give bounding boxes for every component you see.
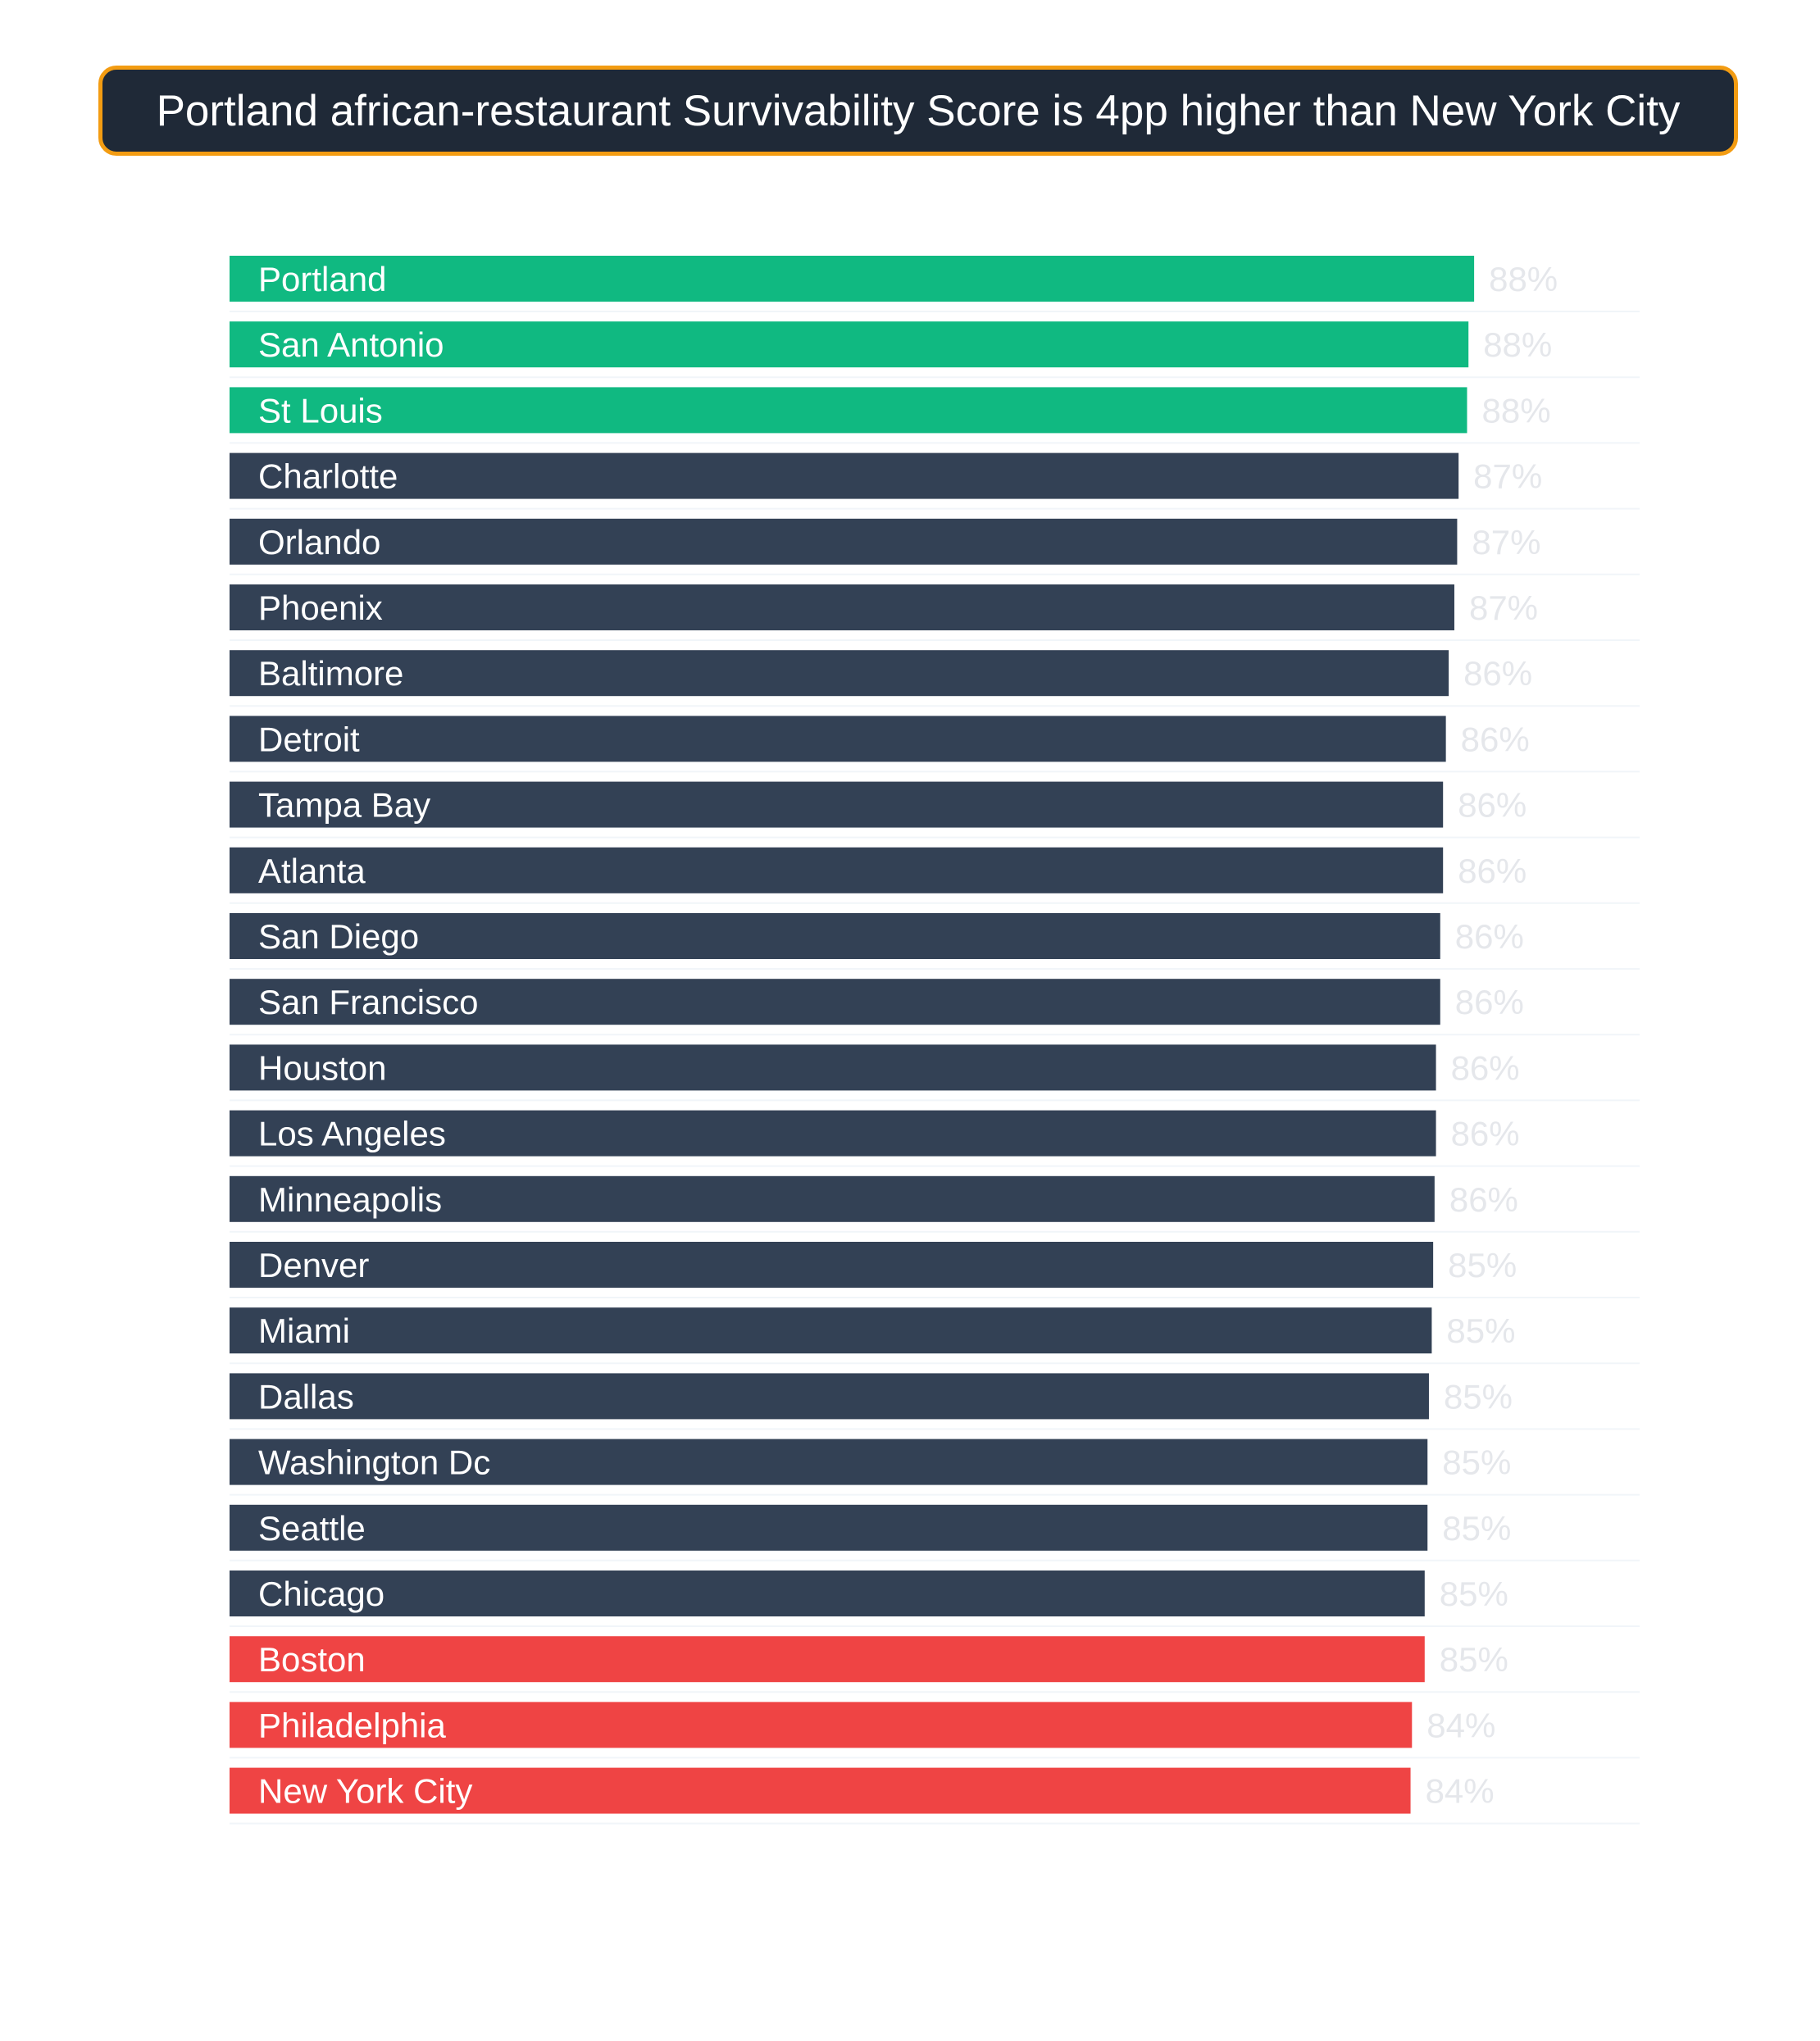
bar-denver: [230, 1242, 1433, 1288]
bar-label-dallas: Dallas: [258, 1377, 354, 1416]
bar-label-denver: Denver: [258, 1246, 370, 1284]
value-label-san-antonio: 88%: [1483, 325, 1553, 365]
bar-detroit: [230, 716, 1446, 761]
bar-orlando: [230, 519, 1457, 565]
bar-dallas: [230, 1373, 1429, 1419]
bar-phoenix: [230, 584, 1454, 630]
bar-label-minneapolis: Minneapolis: [258, 1180, 443, 1219]
bar-atlanta: [230, 848, 1443, 893]
bar-label-portland: Portland: [258, 260, 387, 298]
value-label-denver: 85%: [1448, 1246, 1517, 1284]
value-label-houston: 86%: [1450, 1048, 1520, 1088]
bar-label-san-diego: San Diego: [258, 917, 420, 956]
bar-label-orlando: Orlando: [258, 522, 381, 561]
bar-label-washington-dc: Washington Dc: [258, 1443, 491, 1482]
bar-label-detroit: Detroit: [258, 720, 360, 759]
bar-label-st-louis: St Louis: [258, 391, 383, 430]
bar-st-louis: [230, 387, 1467, 433]
bar-label-houston: Houston: [258, 1048, 387, 1088]
bar-label-boston: Boston: [258, 1640, 366, 1680]
value-label-charlotte: 87%: [1473, 457, 1543, 496]
value-label-baltimore: 86%: [1463, 654, 1533, 693]
bar-boston: [230, 1636, 1425, 1682]
value-label-phoenix: 87%: [1468, 589, 1539, 627]
bar-label-miami: Miami: [258, 1311, 350, 1351]
bar-label-charlotte: Charlotte: [258, 457, 398, 496]
value-label-boston: 85%: [1439, 1640, 1508, 1680]
bar-label-baltimore: Baltimore: [258, 654, 404, 693]
bar-label-tampa-bay: Tampa Bay: [258, 785, 431, 825]
value-label-detroit: 86%: [1460, 720, 1530, 759]
bar-label-seattle: Seattle: [258, 1508, 366, 1548]
value-label-st-louis: 88%: [1481, 391, 1551, 430]
value-label-philadelphia: 84%: [1426, 1706, 1496, 1745]
chart-title: Portland african-restaurant Survivability Score is 4pp higher than New York City: [156, 86, 1681, 135]
bar-label-philadelphia: Philadelphia: [258, 1706, 446, 1745]
value-label-tampa-bay: 86%: [1458, 785, 1527, 825]
bar-label-san-francisco: San Francisco: [258, 983, 479, 1022]
value-label-chicago: 85%: [1439, 1575, 1508, 1613]
bar-label-phoenix: Phoenix: [258, 589, 383, 627]
value-label-san-diego: 86%: [1454, 917, 1524, 956]
bar-label-los-angeles: Los Angeles: [258, 1114, 446, 1153]
bar-seattle: [230, 1505, 1427, 1551]
value-label-washington-dc: 85%: [1442, 1443, 1512, 1482]
bar-miami: [230, 1307, 1431, 1353]
bar-charlotte: [230, 453, 1458, 499]
value-label-minneapolis: 86%: [1449, 1180, 1518, 1219]
bar-houston: [230, 1044, 1436, 1090]
bar-label-new-york-city: New York City: [258, 1771, 473, 1811]
value-label-atlanta: 86%: [1458, 851, 1527, 890]
value-label-san-francisco: 86%: [1454, 983, 1524, 1022]
bar-portland: [230, 256, 1474, 302]
bar-label-atlanta: Atlanta: [258, 851, 366, 890]
value-label-miami: 85%: [1446, 1311, 1516, 1351]
value-label-los-angeles: 86%: [1450, 1114, 1520, 1153]
bar-label-chicago: Chicago: [258, 1575, 385, 1613]
value-label-dallas: 85%: [1443, 1377, 1513, 1416]
value-label-seattle: 85%: [1442, 1508, 1512, 1548]
bar-label-san-antonio: San Antonio: [258, 325, 444, 365]
bar-chicago: [230, 1571, 1425, 1616]
bar-baltimore: [230, 650, 1449, 696]
value-label-portland: 88%: [1489, 260, 1558, 298]
value-label-orlando: 87%: [1472, 522, 1541, 561]
value-label-new-york-city: 84%: [1425, 1771, 1495, 1811]
